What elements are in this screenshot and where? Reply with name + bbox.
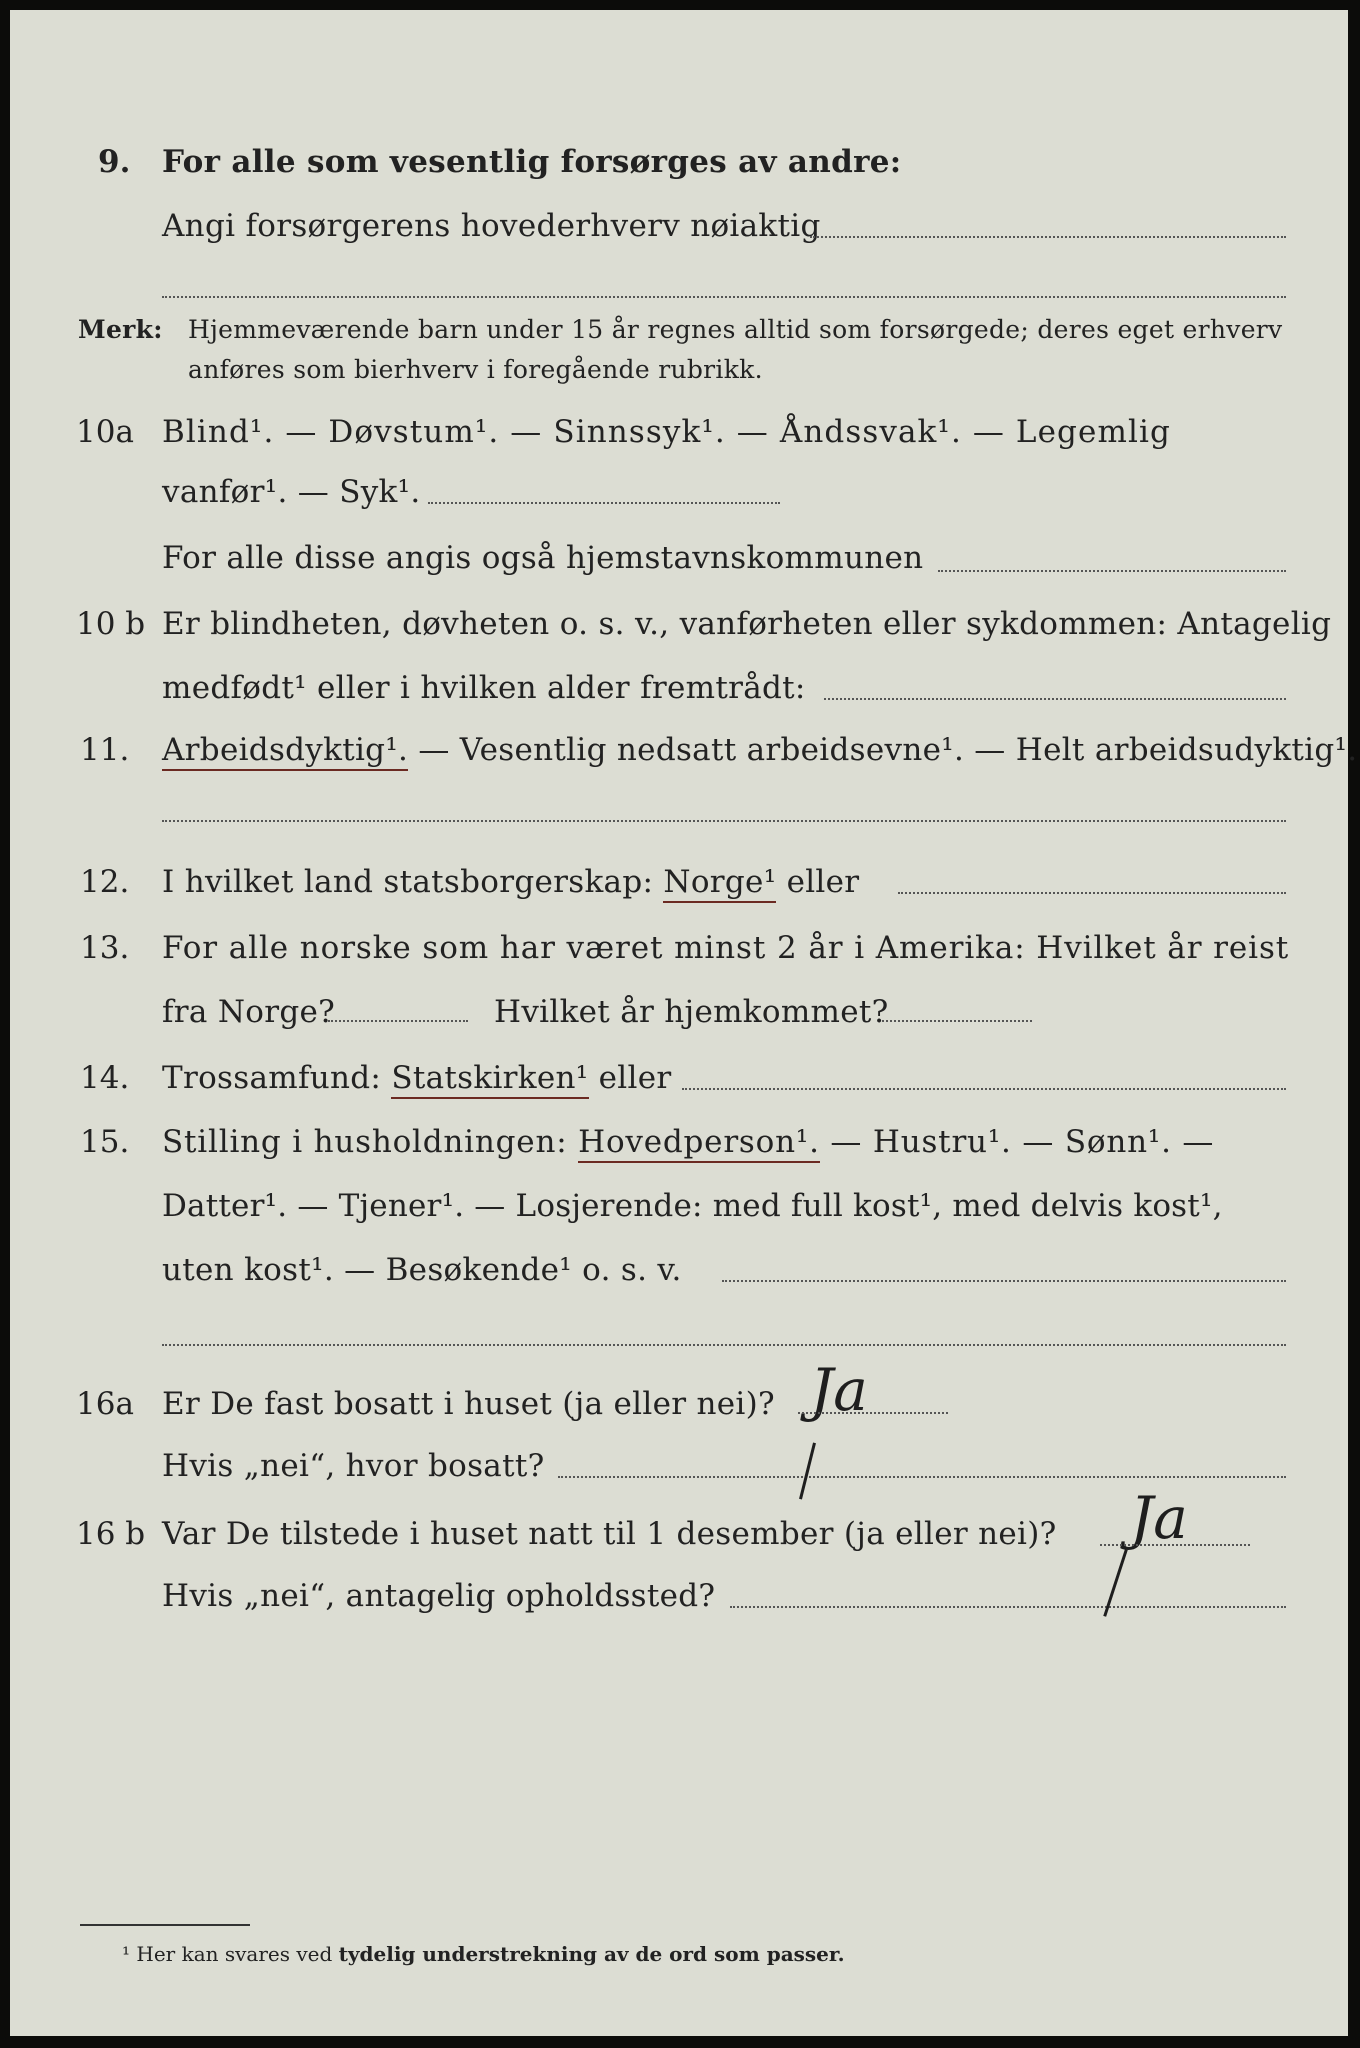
q9-line2: Angi forsørgerens hovederhverv nøiaktig (162, 208, 821, 244)
merk-line2: anføres som bierhverv i foregående rubrikk. (188, 355, 763, 384)
q16a-handwritten-dash (799, 1442, 816, 1499)
footnote-text-plain: Her kan svares ved (136, 1942, 339, 1966)
q9-line1: For alle som vesentlig forsørges av andre: (162, 144, 902, 180)
q12-option-norge[interactable]: Norge¹ (663, 864, 776, 903)
q9-answer-line-2[interactable] (162, 296, 1286, 298)
q10b-line1: Er blindheten, døvheten o. s. v., vanførheten eller sykdommen: Antagelig (162, 606, 1332, 642)
q16a-answer-line[interactable] (798, 1412, 948, 1414)
q16a-handwritten-answer[interactable]: Ja (810, 1356, 868, 1424)
q11-line (162, 730, 1357, 770)
q10a-line3: For alle disse angis også hjemstavnskommunen (162, 540, 924, 576)
q10a-number: 10a (76, 414, 134, 450)
q15-option-hovedperson[interactable]: Hovedperson¹. (578, 1124, 820, 1163)
q10b-answer-line[interactable] (824, 698, 1286, 700)
q13-line1: For alle norske som har været minst 2 år i Amerika: Hvilket år reist (162, 930, 1290, 966)
q14-eller: eller (588, 1060, 672, 1096)
q14-number: 14. (80, 1060, 130, 1096)
merk-line1: Hjemmeværende barn under 15 år regnes alltid som forsørgede; deres eget erhverv (188, 315, 1283, 344)
census-form-page (10, 10, 1358, 2036)
q16b-line2: Hvis „nei“, antagelig opholdssted? (162, 1578, 716, 1614)
footnote-text-bold: tydelig understrekning av de ord som passer. (338, 1942, 845, 1966)
q15-other-options: — Hustru¹. — Sønn¹. — (819, 1124, 1215, 1160)
q9-answer-line[interactable] (810, 236, 1286, 238)
q15-line1 (162, 1122, 1214, 1162)
q12-line (162, 862, 859, 902)
footnote (122, 1942, 845, 1966)
q10a-line1: Blind¹. — Døvstum¹. — Sinnssyk¹. — Åndssvak¹. — Legemlig (162, 414, 1171, 450)
q16b-line1: Var De tilstede i huset natt til 1 desember (ja eller nei)? (162, 1516, 1057, 1552)
q15-prompt: Stilling i husholdningen: (162, 1124, 579, 1160)
q14-answer-line[interactable] (682, 1088, 1286, 1090)
q16a-number: 16a (76, 1386, 134, 1422)
q10a-kommune-line[interactable] (938, 570, 1286, 572)
q11-other-options: — Vesentlig nedsatt arbeidsevne¹. — Helt arbeidsudyktig¹. (408, 732, 1358, 768)
footnote-mark: ¹ (122, 1942, 131, 1966)
q12-answer-line[interactable] (898, 892, 1286, 894)
q15-answer-line[interactable] (722, 1280, 1286, 1282)
q16a-line1: Er De fast bosatt i huset (ja eller nei)? (162, 1386, 775, 1422)
q13-line2a: fra Norge? (162, 994, 336, 1030)
q15-line3: uten kost¹. — Besøkende¹ o. s. v. (162, 1252, 682, 1288)
q12-number: 12. (80, 864, 130, 900)
q13-number: 13. (80, 930, 130, 966)
q16a-line2: Hvis „nei“, hvor bosatt? (162, 1448, 545, 1484)
q13-reist-line[interactable] (328, 1020, 468, 1022)
q10a-line2: vanfør¹. — Syk¹. (162, 474, 421, 510)
q13-line2b: Hvilket år hjemkommet? (494, 994, 889, 1030)
q15-answer-line-2[interactable] (162, 1344, 1286, 1346)
q9-number: 9. (98, 144, 131, 180)
q13-hjemkommet-line[interactable] (882, 1020, 1032, 1022)
q11-option-arbeidsdyktig[interactable]: Arbeidsdyktig¹. (162, 732, 408, 771)
q10b-line2: medfødt¹ eller i hvilken alder fremtrådt: (162, 670, 806, 706)
q12-eller: eller (776, 864, 860, 900)
q12-prompt: I hvilket land statsborgerskap: (162, 864, 664, 900)
q16b-answer-line[interactable] (1100, 1544, 1250, 1546)
q14-line (162, 1058, 672, 1098)
q11-answer-line[interactable] (162, 820, 1286, 822)
q11-number: 11. (80, 732, 130, 768)
q15-number: 15. (80, 1124, 130, 1160)
q14-prompt: Trossamfund: (162, 1060, 392, 1096)
q15-line2: Datter¹. — Tjener¹. — Losjerende: med full kost¹, med delvis kost¹, (162, 1188, 1223, 1224)
q10a-syk-line[interactable] (428, 502, 780, 504)
q10b-number: 10 b (76, 606, 146, 642)
q16a-bosatt-line[interactable] (558, 1476, 1286, 1478)
q16b-number: 16 b (76, 1516, 146, 1552)
footnote-rule (80, 1924, 250, 1926)
merk-label: Merk: (78, 315, 163, 344)
q16b-opholdssted-line[interactable] (730, 1606, 1286, 1608)
q16b-handwritten-answer[interactable]: Ja (1130, 1484, 1188, 1552)
q14-option-statskirken[interactable]: Statskirken¹ (391, 1060, 588, 1099)
